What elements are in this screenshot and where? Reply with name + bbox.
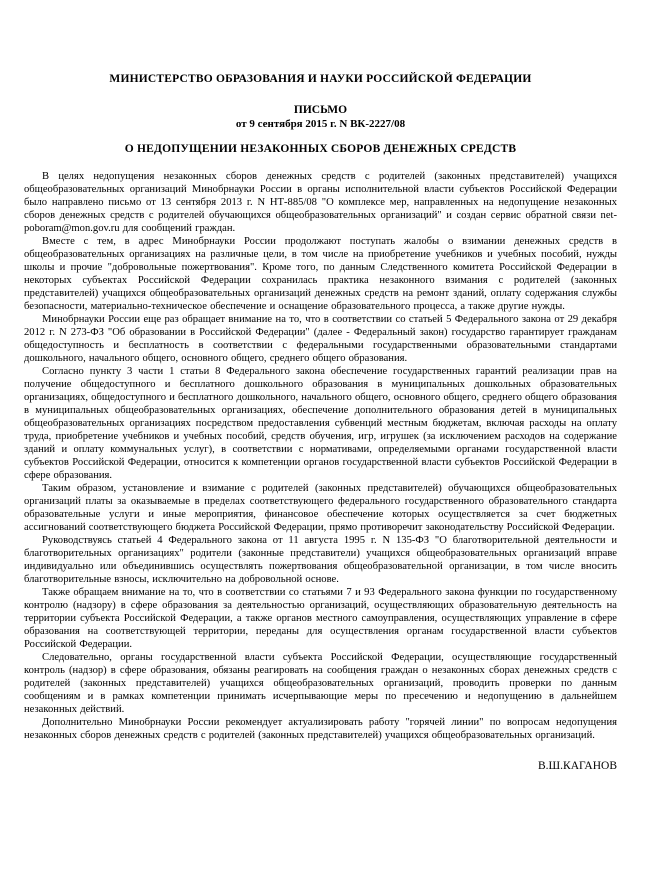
paragraph: Таким образом, установление и взимание с родителей (законных представителей) обучающихся общеобразовательных организаций платы за оказываемые в пределах соответствующего федерального государственного образовательного стандарта образовательные услуги и иные мероприятия, финансовое обеспечение которых осуществляется за счет бюджетных ассигнований соответствующего бюджета Российской Федерации, прямо противоречит законодательству Российской Федерации.: [24, 483, 617, 533]
document-title: О НЕДОПУЩЕНИИ НЕЗАКОННЫХ СБОРОВ ДЕНЕЖНЫХ СРЕДСТВ: [124, 143, 517, 155]
paragraph: Руководствуясь статьей 4 Федерального закона от 11 августа 1995 г. N 135-ФЗ "О благотворительной деятельности и благотворительных организациях" родители (законные представители) учащихся общеобразовательных организаций вправе индивидуально или объединившись осуществлять пожертвования общеобразовательной организации, в том числе вносить благотворительные взносы, исключительно на добровольной основе.: [24, 535, 617, 585]
letter-body: [24, 170, 617, 742]
paragraph: Следовательно, органы государственной власти субъекта Российской Федерации, осуществляющие государственный контроль (надзор) в сфере образования, обязаны реагировать на сообщения граждан о незаконных сборах денежных средств с родителей (законных представителей) учащихся общеобразовательных организаций, проводить проверки по данным сообщениям и в рамках компетенции принимать исчерпывающие меры по пресечению и недопущению в дальнейшем незаконных действий.: [24, 652, 617, 715]
paragraph: Минобрнауки России еще раз обращает внимание на то, что в соответствии со статьей 5 Федерального закона от 29 декабря 2012 г. N 273-ФЗ "Об образовании в Российской Федерации" (далее - Федеральный закон) государство гарантирует гражданам общедоступность и бесплатность в соответствии с федеральными государственными образовательными стандартами дошкольного, начального общего, основного общего, среднего общего образования.: [24, 314, 617, 364]
paragraph: Также обращаем внимание на то, что в соответствии со статьями 7 и 93 Федерального закона функции по государственному контролю (надзору) в сфере образования за деятельностью организаций, осуществляющих образовательную деятельность на территории субъекта Российской Федерации, а также органов местного самоуправления, осуществляющих управление в сфере образования на соответствующей территории, переданы для осуществления органам государственной власти субъектов Российской Федерации.: [24, 587, 617, 650]
paragraph: Дополнительно Минобрнауки России рекомендует актуализировать работу "горячей линии" по вопросам недопущения незаконных сборов денежных средств с родителей (законных представителей) учащихся общеобразовательных организаций.: [24, 717, 617, 741]
ministry-name: МИНИСТЕРСТВО ОБРАЗОВАНИЯ И НАУКИ РОССИЙСКОЙ ФЕДЕРАЦИИ: [109, 73, 532, 85]
document-type: ПИСЬМО: [293, 104, 348, 116]
paragraph: Вместе с тем, в адрес Минобрнауки России продолжают поступать жалобы о взимании денежных средств в общеобразовательных организациях на различные цели, в том числе на приобретение учебников и учебных пособий, нужды школы и прочие "добровольные пожертвования". Кроме того, по данным Следственного комитета Российской Федерации в некоторых субъектах Российской Федерации сохранилась практика незаконного взимания с родителей (законных представителей) учащихся общеобразовательных организаций денежных средств на ремонт зданий, оплату содержания службы безопасности, материально-техническое обеспечение и оснащение образовательного процесса, а также другие нужды.: [24, 236, 617, 312]
paragraph: Согласно пункту 3 части 1 статьи 8 Федерального закона обеспечение государственных гарантий реализации прав на получение общедоступного и бесплатного дошкольного образования в муниципальных дошкольных образовательных организациях, общедоступного и бесплатного дошкольного, начального общего, основного общего, среднего общего образования в муниципальных общеобразовательных организациях, обеспечение дополнительного образования детей в муниципальных общеобразовательных организациях посредством предоставления субвенций местным бюджетам, включая расходы на оплату труда, приобретение учебников и учебных пособий, средств обучения, игр, игрушек (за исключением расходов на содержание зданий и оплату коммунальных услуг), в соответствии с нормативами, определяемыми органами государственной власти субъектов Российской Федерации, относится к компетенции органов государственной власти субъектов Российской Федерации в сфере образования.: [24, 366, 617, 481]
document-date-number: от 9 сентября 2015 г. N ВК-2227/08: [235, 118, 406, 130]
document-header: [24, 73, 617, 155]
paragraph: В целях недопущения незаконных сборов денежных средств с родителей (законных представителей) учащихся общеобразовательных организаций Минобрнауки России в органы исполнительной власти субъектов Российской Федерации было направлено письмо от 13 сентября 2013 г. N НТ-885/08 "О комплексе мер, направленных на недопущение незаконных сборов денежных средств с родителей обучающихся общеобразовательных организаций" и создан сервис обратной связи net-poboram@mon.gov.ru для сообщений граждан.: [24, 171, 617, 234]
signature: В.Ш.КАГАНОВ: [538, 760, 617, 772]
